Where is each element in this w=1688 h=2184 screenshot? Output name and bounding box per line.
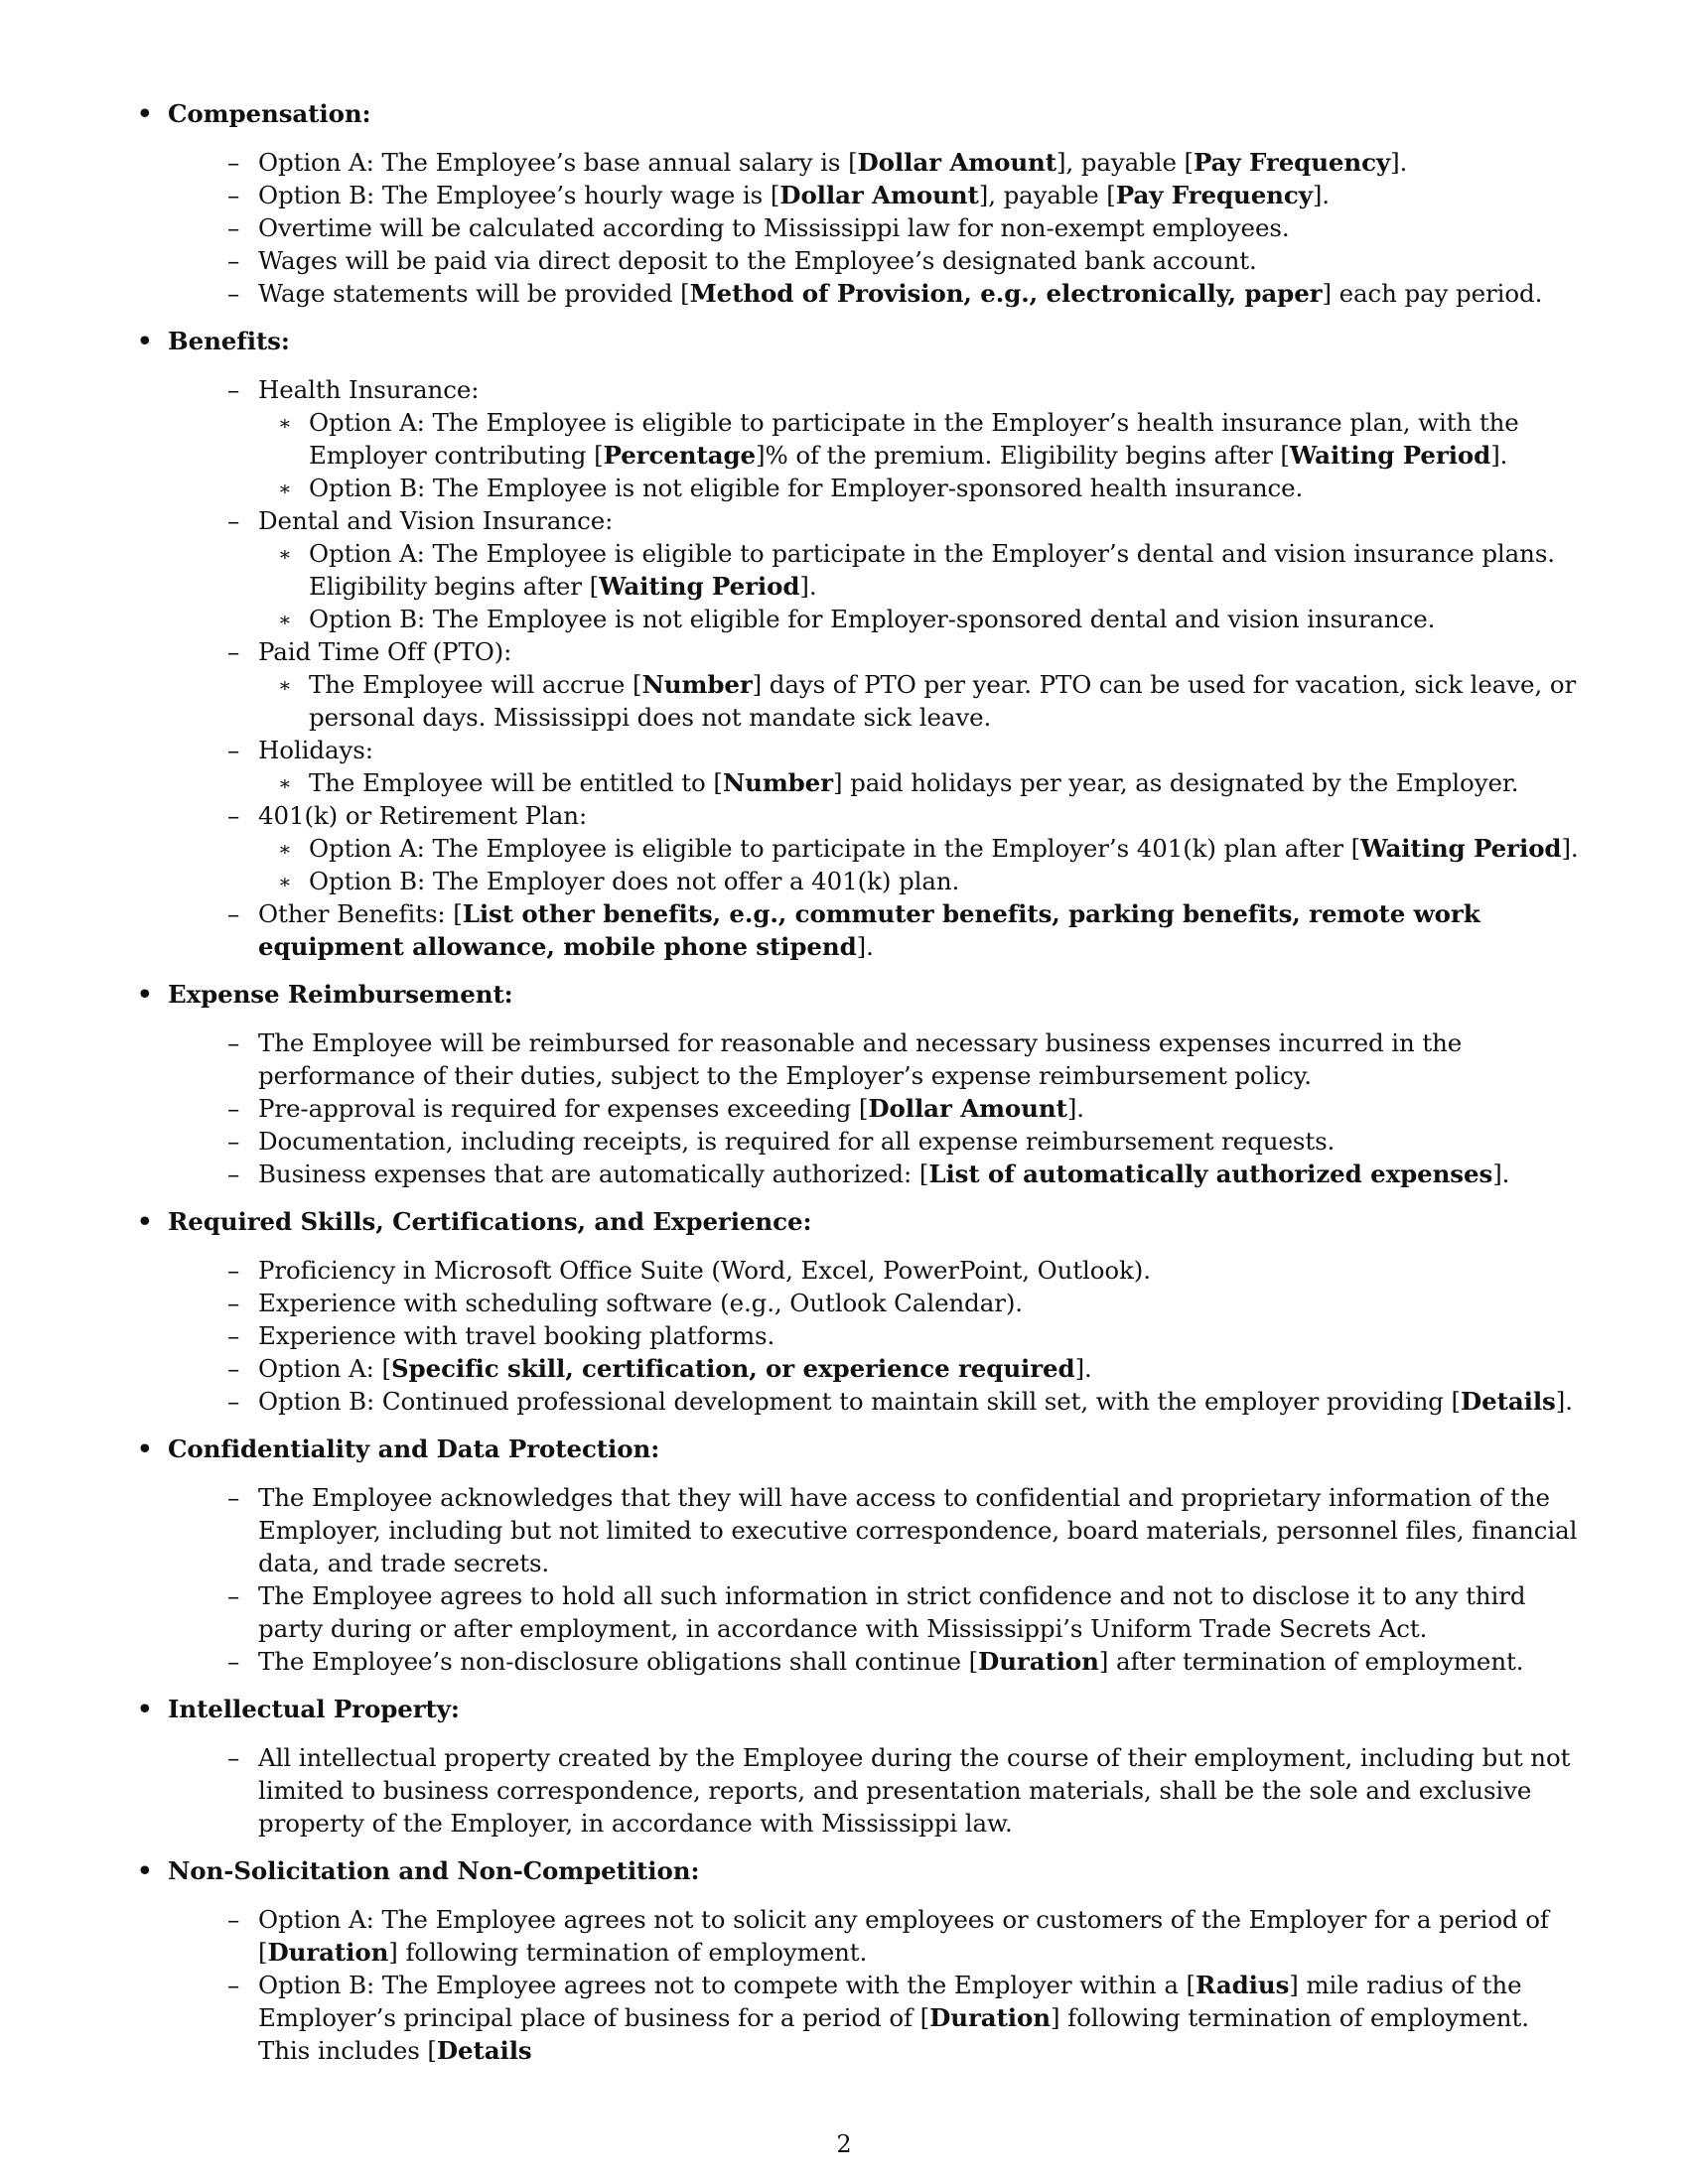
text-run: Wage statements will be provided [ bbox=[258, 279, 690, 308]
list-item bbox=[227, 504, 1581, 635]
subitem-text bbox=[309, 472, 1581, 504]
item-text bbox=[258, 504, 1581, 537]
section-expense-reimbursement bbox=[137, 978, 1581, 1190]
item-text bbox=[258, 1385, 1581, 1418]
text-run: ]. bbox=[1074, 1354, 1092, 1383]
placeholder-field: Waiting Period bbox=[1289, 441, 1491, 470]
list-item bbox=[227, 1092, 1581, 1125]
asterisk-icon: ∗ bbox=[278, 771, 292, 795]
section-title: Benefits: bbox=[168, 327, 290, 355]
dash-icon: – bbox=[227, 181, 240, 209]
placeholder-field: List of automatically authorized expenses bbox=[928, 1160, 1493, 1188]
item-text bbox=[258, 1125, 1581, 1158]
subitem-list bbox=[278, 406, 1581, 504]
bullet-icon: • bbox=[137, 1434, 153, 1463]
text-run: Proficiency in Microsoft Office Suite (Word, Excel, PowerPoint, Outlook). bbox=[258, 1256, 1151, 1285]
item-text bbox=[258, 1969, 1581, 2067]
placeholder-field: Pay Frequency bbox=[1115, 181, 1313, 209]
list-item bbox=[227, 179, 1581, 211]
text-run: Option A: The Employee’s base annual salary is [ bbox=[258, 148, 858, 177]
section-required-skills-certifications-and-experience bbox=[137, 1205, 1581, 1418]
text-run: The Employee will be entitled to [ bbox=[309, 768, 723, 797]
subitem-text bbox=[309, 603, 1581, 635]
placeholder-field: Dollar Amount bbox=[779, 181, 979, 209]
list-item bbox=[227, 277, 1581, 310]
item-list bbox=[227, 1026, 1581, 1190]
dash-icon: – bbox=[227, 1971, 240, 1999]
list-item bbox=[227, 244, 1581, 277]
text-run: Option A: The Employee is eligible to participate in the Employer’s health insurance plan, with the Employer contributing [ bbox=[309, 408, 1519, 470]
text-run: Overtime will be calculated according to Mississippi law for non-exempt employees. bbox=[258, 213, 1290, 242]
list-item bbox=[227, 1969, 1581, 2067]
text-run: Dental and Vision Insurance: bbox=[258, 506, 614, 535]
subitem-list bbox=[278, 537, 1581, 635]
placeholder-field: Number bbox=[722, 768, 833, 797]
subitem-list bbox=[278, 668, 1581, 734]
placeholder-field: Radius bbox=[1196, 1971, 1290, 1999]
item-text bbox=[258, 1481, 1581, 1579]
page-number: 2 bbox=[836, 2130, 852, 2158]
text-run: ]. bbox=[1066, 1094, 1084, 1123]
dash-icon: – bbox=[227, 279, 240, 308]
dash-icon: – bbox=[227, 1647, 240, 1676]
dash-icon: – bbox=[227, 1289, 240, 1317]
text-run: ]. bbox=[1312, 181, 1330, 209]
bullet-icon: • bbox=[137, 99, 153, 128]
list-item bbox=[227, 1125, 1581, 1158]
placeholder-field: Duration bbox=[978, 1647, 1099, 1676]
item-text bbox=[258, 734, 1581, 766]
section-title: Confidentiality and Data Protection: bbox=[168, 1434, 660, 1463]
asterisk-icon: ∗ bbox=[278, 608, 292, 631]
item-list bbox=[227, 1481, 1581, 1678]
section-title: Non-Solicitation and Non-Competition: bbox=[168, 1856, 700, 1885]
dash-icon: – bbox=[227, 801, 240, 830]
text-run: ] each pay period. bbox=[1322, 279, 1543, 308]
sub-list-item bbox=[278, 766, 1581, 799]
dash-icon: – bbox=[227, 1127, 240, 1156]
asterisk-icon: ∗ bbox=[278, 870, 292, 893]
dash-icon: – bbox=[227, 736, 240, 764]
sub-list-item bbox=[278, 537, 1581, 603]
dash-icon: – bbox=[227, 1905, 240, 1934]
text-run: ] after termination of employment. bbox=[1098, 1647, 1524, 1676]
dash-icon: – bbox=[227, 1321, 240, 1350]
item-list bbox=[227, 1741, 1581, 1840]
text-run: ]. bbox=[799, 572, 817, 601]
item-list bbox=[227, 146, 1581, 310]
item-text bbox=[258, 1579, 1581, 1645]
list-item bbox=[227, 1287, 1581, 1319]
item-text bbox=[258, 1645, 1581, 1678]
text-run: Option A: The Employee is eligible to participate in the Employer’s 401(k) plan after [ bbox=[309, 834, 1361, 863]
item-text bbox=[258, 1319, 1581, 1352]
item-text bbox=[258, 373, 1581, 406]
text-run: ] mile radius of the Employer’s principal place of business for a period of [ bbox=[258, 1971, 1522, 2032]
list-item bbox=[227, 1385, 1581, 1418]
text-run: Option B: The Employee’s hourly wage is [ bbox=[258, 181, 780, 209]
placeholder-field: Details bbox=[1461, 1387, 1556, 1416]
text-run: The Employee acknowledges that they will have access to confidential and proprietary information of the Employer, including but not limited to executive correspondence, board materials, personnel files, financial data, and trade secrets. bbox=[258, 1483, 1578, 1577]
dash-icon: – bbox=[227, 1387, 240, 1416]
list-item bbox=[227, 1319, 1581, 1352]
list-item bbox=[227, 1481, 1581, 1579]
item-text bbox=[258, 1352, 1581, 1385]
placeholder-field: Percentage bbox=[603, 441, 757, 470]
text-run: The Employee will be reimbursed for reasonable and necessary business expenses incurred in the performance of their duties, subject to the Employer’s expense reimbursement policy. bbox=[258, 1028, 1463, 1090]
item-text bbox=[258, 211, 1581, 244]
text-run: Experience with scheduling software (e.g., Outlook Calendar). bbox=[258, 1289, 1023, 1317]
text-run: ], payable [ bbox=[1055, 148, 1195, 177]
dash-icon: – bbox=[227, 1094, 240, 1123]
list-item bbox=[227, 1352, 1581, 1385]
list-item bbox=[227, 799, 1581, 897]
dash-icon: – bbox=[227, 246, 240, 275]
item-text bbox=[258, 635, 1581, 668]
subitem-text bbox=[309, 406, 1581, 472]
dash-icon: – bbox=[227, 1256, 240, 1285]
dash-icon: – bbox=[227, 213, 240, 242]
placeholder-field: List other benefits, e.g., commuter benefits, parking benefits, remote work equipment allowance, mobile phone stipend bbox=[258, 899, 1480, 961]
text-run: Documentation, including receipts, is required for all expense reimbursement requests. bbox=[258, 1127, 1336, 1156]
dash-icon: – bbox=[227, 1581, 240, 1610]
dash-icon: – bbox=[227, 1743, 240, 1772]
item-text bbox=[258, 1158, 1581, 1190]
section-non-solicitation-and-non-competition bbox=[137, 1854, 1581, 2067]
sub-list-item bbox=[278, 603, 1581, 635]
text-run: Experience with travel booking platforms. bbox=[258, 1321, 775, 1350]
subitem-text bbox=[309, 537, 1581, 603]
section-benefits bbox=[137, 325, 1581, 963]
bullet-icon: • bbox=[137, 980, 153, 1009]
sub-list-item bbox=[278, 472, 1581, 504]
dash-icon: – bbox=[227, 1483, 240, 1512]
list-item bbox=[227, 635, 1581, 734]
item-text bbox=[258, 1287, 1581, 1319]
bullet-icon: • bbox=[137, 1207, 153, 1236]
dash-icon: – bbox=[227, 375, 240, 404]
list-item bbox=[227, 1579, 1581, 1645]
list-item bbox=[227, 1158, 1581, 1190]
placeholder-field: Waiting Period bbox=[599, 572, 800, 601]
placeholder-field: Dollar Amount bbox=[868, 1094, 1067, 1123]
dash-icon: – bbox=[227, 899, 240, 928]
item-text bbox=[258, 1254, 1581, 1287]
item-text bbox=[258, 1026, 1581, 1092]
bullet-icon: • bbox=[137, 327, 153, 355]
asterisk-icon: ∗ bbox=[278, 673, 292, 697]
placeholder-field: Duration bbox=[929, 2003, 1051, 2032]
text-run: Option B: The Employee is not eligible for Employer-sponsored dental and vision insurance. bbox=[309, 605, 1436, 633]
sub-list-item bbox=[278, 668, 1581, 734]
asterisk-icon: ∗ bbox=[278, 411, 292, 435]
asterisk-icon: ∗ bbox=[278, 542, 292, 566]
list-item bbox=[227, 897, 1581, 963]
item-list bbox=[227, 1903, 1581, 2067]
dash-icon: – bbox=[227, 1160, 240, 1188]
placeholder-field: Dollar Amount bbox=[857, 148, 1056, 177]
text-run: ]. bbox=[1390, 148, 1408, 177]
list-item bbox=[227, 1026, 1581, 1092]
subitem-text bbox=[309, 865, 1581, 897]
text-run: Option A: [ bbox=[258, 1354, 391, 1383]
text-run: ]% of the premium. Eligibility begins after [ bbox=[756, 441, 1290, 470]
text-run: All intellectual property created by the Employee during the course of their employment, including but not limited to business correspondence, reports, and presentation materials, shall be the sole and exclusive property of the Employer, in accordance with Mississippi law. bbox=[258, 1743, 1571, 1838]
text-run: Option B: The Employee is not eligible for Employer-sponsored health insurance. bbox=[309, 474, 1304, 502]
dash-icon: – bbox=[227, 1354, 240, 1383]
list-item bbox=[227, 1254, 1581, 1287]
section-compensation bbox=[137, 97, 1581, 310]
section-title: Required Skills, Certifications, and Experience: bbox=[168, 1207, 812, 1236]
placeholder-field: Details bbox=[436, 2036, 532, 2065]
section-confidentiality-and-data-protection bbox=[137, 1433, 1581, 1678]
section-title: Compensation: bbox=[168, 99, 371, 128]
dash-icon: – bbox=[227, 506, 240, 535]
list-item bbox=[227, 373, 1581, 504]
item-text bbox=[258, 244, 1581, 277]
text-run: ]. bbox=[1561, 834, 1579, 863]
text-run: The Employee agrees to hold all such information in strict confidence and not to disclose it to any third party during or after employment, in accordance with Mississippi’s Uniform Trade Secrets Act. bbox=[258, 1581, 1526, 1643]
asterisk-icon: ∗ bbox=[278, 837, 292, 861]
placeholder-field: Method of Provision, e.g., electronically, paper bbox=[689, 279, 1323, 308]
text-run: 401(k) or Retirement Plan: bbox=[258, 801, 588, 830]
text-run: ]. bbox=[1492, 1160, 1510, 1188]
dash-icon: – bbox=[227, 637, 240, 666]
item-text bbox=[258, 897, 1581, 963]
sub-list-item bbox=[278, 406, 1581, 472]
item-text bbox=[258, 179, 1581, 211]
item-text bbox=[258, 1741, 1581, 1840]
text-run: ] paid holidays per year, as designated by the Employer. bbox=[832, 768, 1519, 797]
section-title: Intellectual Property: bbox=[168, 1695, 460, 1723]
placeholder-field: Specific skill, certification, or experience required bbox=[390, 1354, 1075, 1383]
text-run: Pre-approval is required for expenses exceeding [ bbox=[258, 1094, 869, 1123]
dash-icon: – bbox=[227, 148, 240, 177]
text-run: The Employee will accrue [ bbox=[309, 670, 642, 699]
subitem-text bbox=[309, 832, 1581, 865]
list-item bbox=[227, 146, 1581, 179]
item-list bbox=[227, 373, 1581, 963]
bullet-icon: • bbox=[137, 1856, 153, 1885]
item-text bbox=[258, 799, 1581, 832]
subitem-list bbox=[278, 766, 1581, 799]
sub-list-item bbox=[278, 832, 1581, 865]
item-text bbox=[258, 146, 1581, 179]
placeholder-field: Pay Frequency bbox=[1194, 148, 1391, 177]
text-run: ] following termination of employment. bbox=[388, 1938, 868, 1967]
sub-list-item bbox=[278, 865, 1581, 897]
text-run: Holidays: bbox=[258, 736, 373, 764]
subitem-text bbox=[309, 766, 1581, 799]
list-item bbox=[227, 734, 1581, 799]
text-run: ], payable [ bbox=[978, 181, 1116, 209]
section-title: Expense Reimbursement: bbox=[168, 980, 513, 1009]
list-item bbox=[227, 211, 1581, 244]
text-run: Health Insurance: bbox=[258, 375, 480, 404]
subitem-list bbox=[278, 832, 1581, 897]
text-run: The Employee’s non-disclosure obligations shall continue [ bbox=[258, 1647, 979, 1676]
text-run: Option A: The Employee is eligible to participate in the Employer’s dental and vision insurance plans. Eligibility begins after [ bbox=[309, 539, 1555, 601]
text-run: Option B: The Employee agrees not to compete with the Employer within a [ bbox=[258, 1971, 1196, 1999]
section-intellectual-property bbox=[137, 1693, 1581, 1840]
item-text bbox=[258, 277, 1581, 310]
text-run: ] days of PTO per year. PTO can be used for vacation, sick leave, or personal days. Mississippi does not mandate sick leave. bbox=[309, 670, 1577, 732]
list-item bbox=[227, 1645, 1581, 1678]
bullet-icon: • bbox=[137, 1695, 153, 1723]
asterisk-icon: ∗ bbox=[278, 477, 292, 500]
page-content bbox=[137, 97, 1581, 2082]
dash-icon: – bbox=[227, 1028, 240, 1057]
text-run: ] following termination of employment. This includes [ bbox=[258, 2003, 1529, 2065]
text-run: Option B: Continued professional development to maintain skill set, with the employer providing [ bbox=[258, 1387, 1462, 1416]
text-run: Paid Time Off (PTO): bbox=[258, 637, 512, 666]
text-run: Other Benefits: [ bbox=[258, 899, 463, 928]
item-text bbox=[258, 1903, 1581, 1969]
subitem-text bbox=[309, 668, 1581, 734]
text-run: Option B: The Employer does not offer a 401(k) plan. bbox=[309, 867, 960, 895]
placeholder-field: Duration bbox=[267, 1938, 389, 1967]
text-run: Business expenses that are automatically authorized: [ bbox=[258, 1160, 929, 1188]
placeholder-field: Number bbox=[641, 670, 753, 699]
text-run: ]. bbox=[1555, 1387, 1573, 1416]
text-run: Option A: The Employee agrees not to solicit any employees or customers of the Employer for a period of [ bbox=[258, 1905, 1549, 1967]
text-run: ]. bbox=[856, 932, 874, 961]
text-run: Wages will be paid via direct deposit to the Employee’s designated bank account. bbox=[258, 246, 1257, 275]
list-item bbox=[227, 1741, 1581, 1840]
list-item bbox=[227, 1903, 1581, 1969]
placeholder-field: Waiting Period bbox=[1360, 834, 1562, 863]
text-run: ]. bbox=[1490, 441, 1508, 470]
item-text bbox=[258, 1092, 1581, 1125]
item-list bbox=[227, 1254, 1581, 1418]
